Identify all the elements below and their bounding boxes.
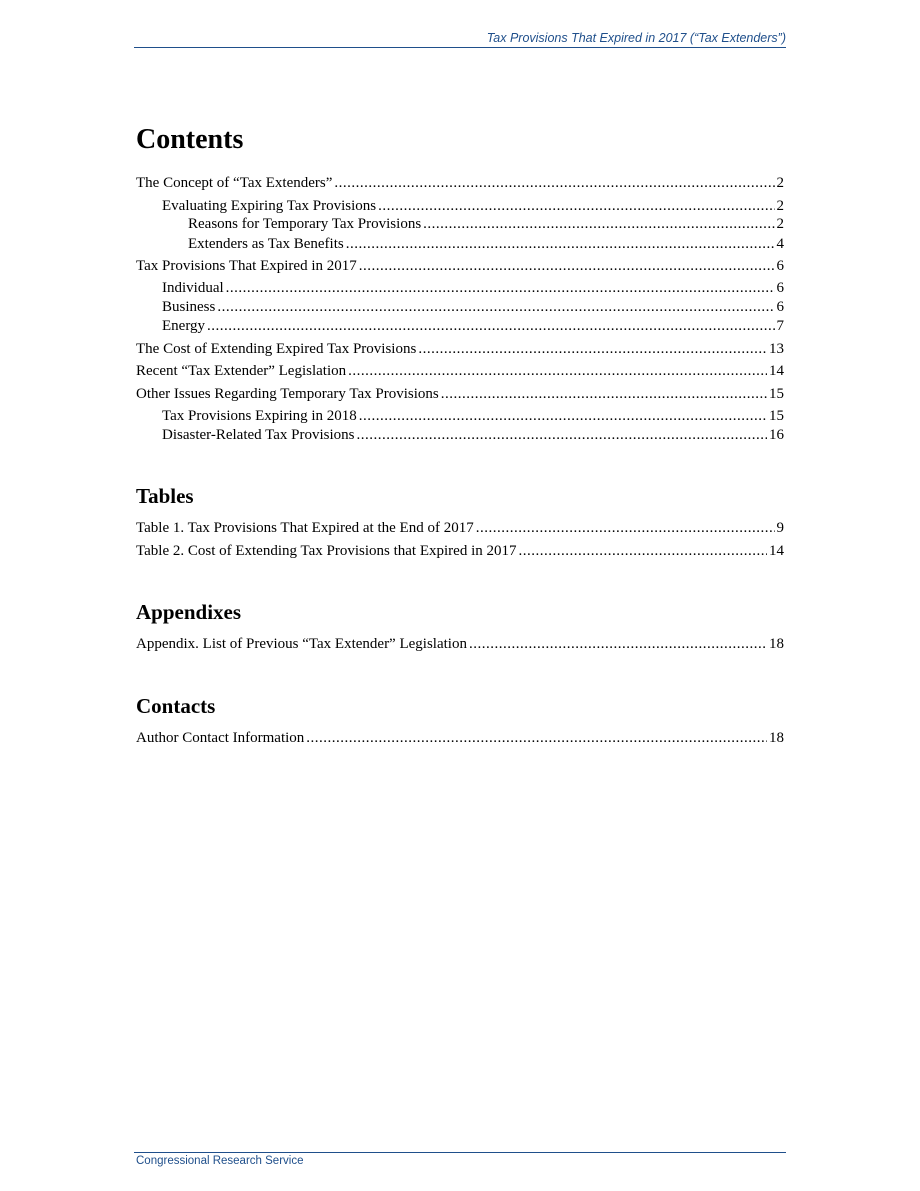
toc-entry-label: Recent “Tax Extender” Legislation: [136, 363, 347, 379]
toc-entry-label: Individual: [162, 280, 224, 296]
toc-leader-dots: [476, 518, 775, 538]
toc-leader-dots: [306, 728, 767, 748]
toc-entry-expiring-in-2018[interactable]: [162, 406, 784, 426]
toc-page-number: 6: [776, 280, 784, 296]
toc-page-number: 13: [769, 341, 784, 357]
toc-entry-reasons-for-temporary-tax-provisions[interactable]: [188, 214, 784, 234]
toc-entry-label: Disaster-Related Tax Provisions: [162, 427, 355, 443]
toc-page-number: 18: [769, 730, 784, 746]
toc-entry-cost-of-extending[interactable]: [136, 339, 784, 359]
toc-leader-dots: [519, 541, 767, 561]
toc-entry-table-2[interactable]: [136, 541, 784, 561]
toc-page-number: 18: [769, 636, 784, 652]
toc-page-number: 15: [769, 408, 784, 424]
header-rule: [134, 47, 786, 48]
toc-entry-label: Other Issues Regarding Temporary Tax Provisions: [136, 386, 439, 402]
toc-leader-dots: [348, 361, 767, 381]
toc-entry-tax-provisions-expired-2017[interactable]: [136, 256, 784, 276]
toc-leader-dots: [226, 278, 775, 298]
toc-page-number: 6: [776, 258, 784, 274]
toc-entry-label: Author Contact Information: [136, 730, 305, 746]
toc-leader-dots: [418, 339, 767, 359]
toc-entry-label: The Concept of “Tax Extenders”: [136, 175, 333, 191]
toc-entry-extenders-as-tax-benefits[interactable]: [188, 234, 784, 254]
toc-entry-label: Business: [162, 299, 216, 315]
toc-page-number: 2: [776, 198, 784, 214]
running-header: Tax Provisions That Expired in 2017 (“Tax Extenders”): [486, 31, 786, 45]
toc-entry-label: Reasons for Temporary Tax Provisions: [188, 216, 422, 232]
toc-page-number: 14: [769, 363, 784, 379]
toc-leader-dots: [359, 256, 775, 276]
toc-leader-dots: [207, 316, 774, 336]
toc-entry-label: Energy: [162, 318, 206, 334]
toc-entry-label: Tax Provisions That Expired in 2017: [136, 258, 357, 274]
toc-entry-appendix[interactable]: [136, 634, 784, 654]
toc-entry-individual[interactable]: [162, 278, 784, 298]
toc-entry-business[interactable]: [162, 297, 784, 317]
toc-entry-label: Appendix. List of Previous “Tax Extender” Legislation: [136, 636, 467, 652]
toc-entry-table-1[interactable]: [136, 518, 784, 538]
toc-entry-label: Table 2. Cost of Extending Tax Provisions that Expired in 2017: [136, 543, 517, 559]
footer-rule: [134, 1152, 786, 1153]
toc-page-number: 16: [769, 427, 784, 443]
toc-entry-label: Extenders as Tax Benefits: [188, 236, 344, 252]
toc-page-number: 6: [776, 299, 784, 315]
toc-page-number: 2: [776, 175, 784, 191]
toc-page-number: 14: [769, 543, 784, 559]
toc-entry-label: Tax Provisions Expiring in 2018: [162, 408, 357, 424]
toc-entry-evaluating-expiring-tax-provisions[interactable]: [162, 196, 784, 216]
appendixes-title: Appendixes: [136, 600, 242, 624]
toc-entry-recent-tax-extender-legislation[interactable]: [136, 361, 784, 381]
toc-entry-label: Table 1. Tax Provisions That Expired at the End of 2017: [136, 520, 474, 536]
toc-entry-energy[interactable]: [162, 316, 784, 336]
toc-page-number: 9: [776, 520, 784, 536]
toc-page-number: 2: [776, 216, 784, 232]
toc-leader-dots: [217, 297, 774, 317]
toc-leader-dots: [359, 406, 767, 426]
contents-title: Contents: [136, 124, 244, 155]
page-footer: Congressional Research Service: [136, 1155, 304, 1167]
toc-page-number: 15: [769, 386, 784, 402]
toc-leader-dots: [346, 234, 775, 254]
toc-leader-dots: [423, 214, 774, 234]
toc-entry-disaster-related[interactable]: [162, 425, 784, 445]
toc-leader-dots: [441, 384, 767, 404]
toc-entry-concept-of-tax-extenders[interactable]: [136, 173, 784, 193]
toc-page-number: 7: [776, 318, 784, 334]
toc-leader-dots: [378, 196, 774, 216]
contacts-title: Contacts: [136, 694, 216, 718]
toc-entry-label: The Cost of Extending Expired Tax Provisions: [136, 341, 417, 357]
toc-page-number: 4: [776, 236, 784, 252]
toc-entry-label: Evaluating Expiring Tax Provisions: [162, 198, 377, 214]
toc-entry-other-issues[interactable]: [136, 384, 784, 404]
toc-leader-dots: [469, 634, 767, 654]
tables-title: Tables: [136, 484, 194, 508]
toc-entry-author-contact[interactable]: [136, 728, 784, 748]
toc-leader-dots: [334, 173, 774, 193]
toc-leader-dots: [357, 425, 767, 445]
